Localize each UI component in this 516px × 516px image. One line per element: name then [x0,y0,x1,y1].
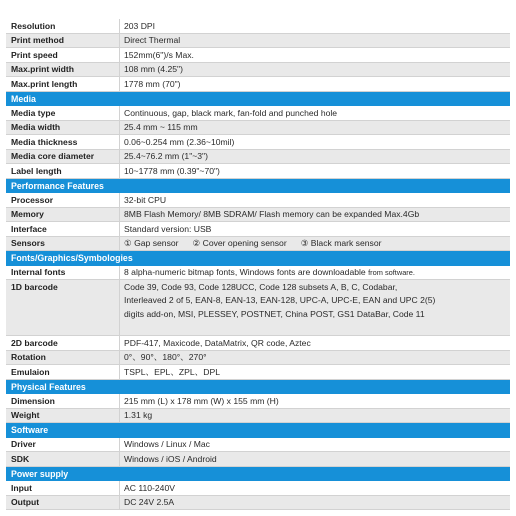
section-header-software: Software [6,423,510,438]
spec-row-dimension [6,394,510,409]
spec-label: Memory [6,208,119,222]
spec-row-media-core-diameter [6,150,510,165]
sensor-black-mark: ③ Black mark sensor [300,237,382,248]
spec-row-driver [6,438,510,453]
spec-label: Dimension [11,395,55,406]
spec-row-media-thickness [6,135,510,150]
spec-row-interface [6,222,510,237]
spec-value-1d-barcode [119,280,510,335]
spec-row-media-width [6,121,510,136]
spec-sheet [6,19,510,510]
spec-value: 1778 mm (70") [119,77,510,91]
spec-row-print-method [6,34,510,49]
spec-value: 203 DPI [119,19,510,33]
spec-value: 152mm(6")/s Max. [119,48,510,62]
spec-value: 25.4 mm ~ 115 mm [119,121,510,135]
spec-label: Sensors [6,237,119,251]
spec-label: Print method [6,34,119,48]
spec-row-print-speed [6,48,510,63]
spec-label: Internal fonts [11,267,66,278]
spec-label: Processor [11,194,54,205]
section-header-performance: Performance Features [6,179,510,194]
spec-value: Continuous, gap, black mark, fan-fold and punched hole [119,106,510,120]
sensor-cover-opening: ② Cover opening sensor [192,237,287,248]
spec-label: Weight [6,409,119,423]
spec-value: 10~1778 mm (0.39"~70") [119,164,510,178]
spec-label: Output [6,496,119,510]
spec-row-2d-barcode [6,336,510,351]
section-header-fonts: Fonts/Graphics/Symbologies [6,251,510,266]
spec-label: 2D barcode [11,337,58,348]
spec-value: Windows / Linux / Mac [119,438,510,452]
spec-label: Max.print width [6,63,119,77]
spec-value: 0°、90°、180°、270° [119,351,510,365]
spec-label: Print speed [11,49,58,60]
spec-label: Driver [11,439,36,450]
barcode-line: digits add-on, MSI, PLESSEY, POSTNET, China POST, GS1 DataBar, Code 11 [124,308,425,319]
spec-label: Emulaion [11,366,50,377]
spec-label: Media thickness [11,136,78,147]
spec-value: Standard version: USB [119,222,510,236]
spec-row-output [6,496,510,511]
barcode-line: Code 39, Code 93, Code 128UCC, Code 128 subsets A, B, C, Codabar, [124,282,398,292]
spec-value: TSPL、EPL、ZPL、DPL [119,365,510,379]
spec-row-sdk [6,452,510,467]
spec-label: SDK [6,452,119,466]
spec-label: Media core diameter [6,150,119,164]
spec-value: Direct Thermal [119,34,510,48]
spec-value [119,266,510,280]
spec-value: 32-bit CPU [119,193,510,207]
section-header-power: Power supply [6,467,510,482]
spec-row-max-print-length [6,77,510,92]
section-header-physical: Physical Features [6,380,510,395]
spec-row-internal-fonts [6,266,510,281]
spec-label: Max.print length [11,78,78,89]
section-header-media: Media [6,92,510,107]
spec-label: Rotation [6,351,119,365]
spec-row-input [6,481,510,496]
spec-row-sensors [6,237,510,252]
spec-row-weight [6,409,510,424]
spec-row-media-type [6,106,510,121]
spec-row-processor [6,193,510,208]
spec-value: AC 110-240V [119,481,510,495]
spec-label: Label length [11,165,62,176]
spec-value: 25.4~76.2 mm (1"~3") [119,150,510,164]
sensor-gap: ① Gap sensor [124,237,179,248]
spec-label: Resolution [11,20,56,31]
internal-fonts-suffix: from software. [368,267,415,277]
spec-row-memory [6,208,510,223]
spec-value: Windows / iOS / Android [119,452,510,466]
internal-fonts-text: 8 alpha-numeric bitmap fonts, Windows fonts are downloadable [124,267,366,278]
spec-row-emulation [6,365,510,380]
spec-row-label-length [6,164,510,179]
barcode-line: Interleaved 2 of 5, EAN-8, EAN-13, EAN-128, UPC-A, UPC-E, EAN and UPC 2(5) [124,295,436,306]
spec-value: 8MB Flash Memory/ 8MB SDRAM/ Flash memory can be expanded Max.4Gb [119,208,510,222]
spec-value: PDF-417, Maxicode, DataMatrix, QR code, Aztec [119,336,510,350]
spec-row-resolution [6,19,510,34]
spec-label: Input [11,482,32,493]
spec-row-1d-barcode [6,280,510,336]
spec-value: 0.06~0.254 mm (2.36~10mil) [119,135,510,149]
spec-value-sensors [119,237,510,251]
spec-value: 1.31 kg [119,409,510,423]
spec-label: Media type [11,107,56,118]
spec-value: DC 24V 2.5A [119,496,510,510]
spec-label: Interface [11,223,47,234]
spec-label: 1D barcode [6,280,119,335]
spec-row-max-print-width [6,63,510,78]
spec-value: 215 mm (L) x 178 mm (W) x 155 mm (H) [119,394,510,408]
spec-row-rotation [6,351,510,366]
spec-value: 108 mm (4.25") [119,63,510,77]
spec-label: Media width [6,121,119,135]
